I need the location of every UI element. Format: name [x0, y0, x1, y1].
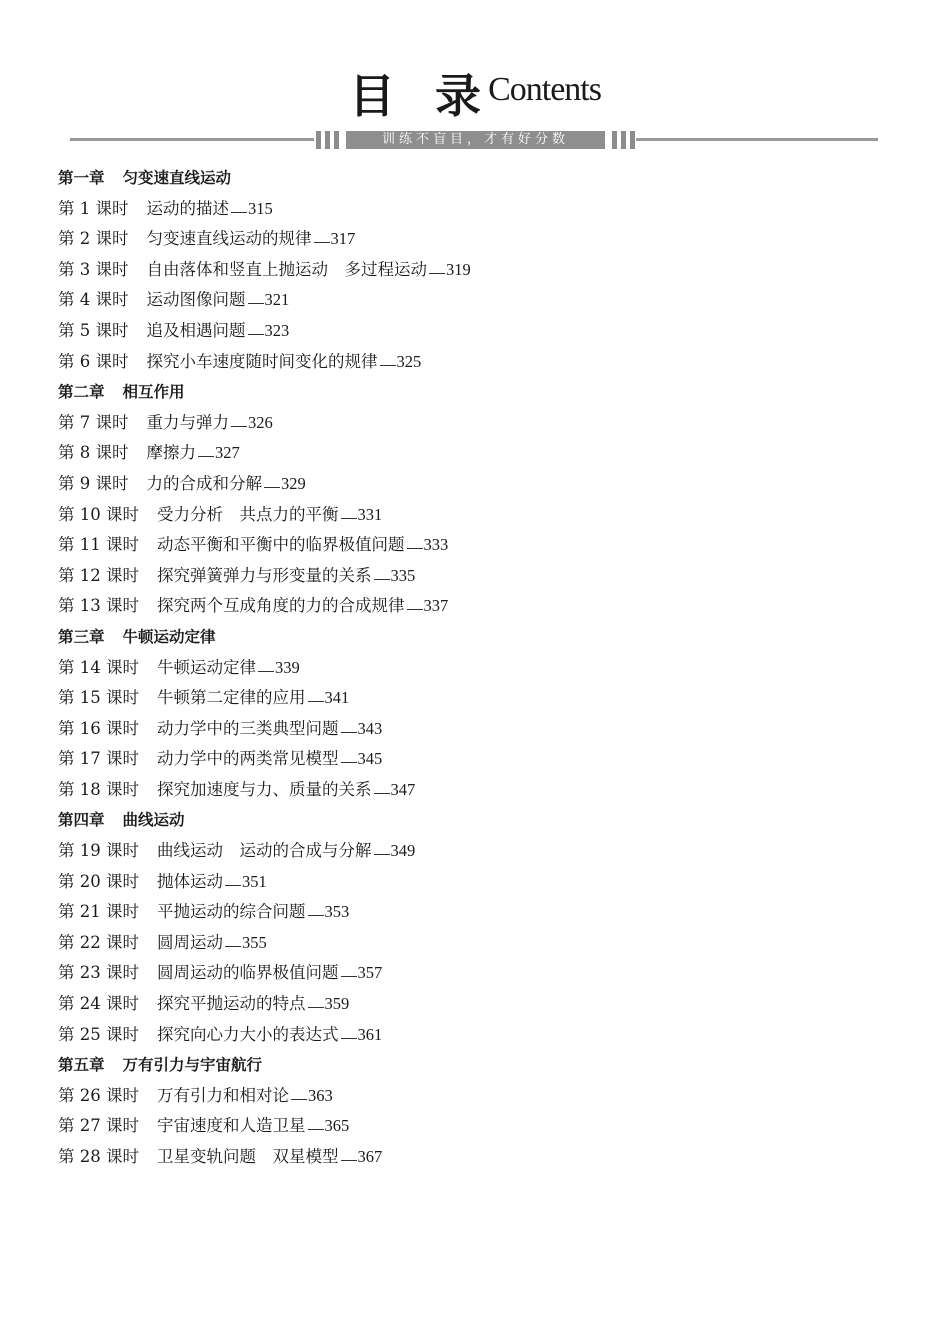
lesson-number: 第 8 课时 — [58, 443, 129, 463]
lesson-number: 第 11 课时 — [58, 535, 139, 555]
lesson-entry[interactable] — [58, 469, 918, 500]
lesson-title: 探究加速度与力、质量的关系 — [157, 779, 372, 799]
lesson-number: 第 7 课时 — [58, 412, 129, 432]
banner-bar — [621, 131, 626, 149]
lesson-entry[interactable] — [58, 897, 918, 928]
slogan-banner — [70, 130, 878, 150]
banner-bar — [334, 131, 339, 149]
page-number: 331 — [357, 504, 383, 524]
lesson-entry[interactable] — [58, 591, 918, 622]
lesson-number: 第 21 课时 — [58, 902, 139, 922]
banner-bar — [316, 131, 321, 149]
page-number: 321 — [264, 290, 290, 310]
lesson-entry[interactable] — [58, 928, 918, 959]
page-number: 351 — [242, 871, 267, 891]
lesson-entry[interactable] — [58, 683, 918, 714]
lesson-number: 第 18 课时 — [58, 779, 139, 799]
leader-line — [314, 224, 330, 243]
page-number: 359 — [324, 994, 350, 1014]
leader-line — [248, 316, 264, 335]
page-number: 353 — [324, 902, 350, 922]
lesson-number: 第 13 课时 — [58, 596, 139, 616]
lesson-title: 探究向心力大小的表达式 — [157, 1024, 339, 1044]
lesson-entry[interactable] — [58, 836, 918, 867]
page-number: 326 — [248, 412, 273, 432]
lesson-entry[interactable] — [58, 1111, 918, 1142]
lesson-entry[interactable] — [58, 285, 918, 316]
lesson-number: 第 1 课时 — [58, 198, 129, 218]
lesson-title: 平抛运动的综合问题 — [157, 902, 306, 922]
chapter-number: 第五章 — [58, 1056, 105, 1075]
lesson-number: 第 5 课时 — [58, 320, 129, 340]
page-number: 337 — [423, 596, 449, 616]
lesson-entry[interactable] — [58, 408, 918, 439]
lesson-title: 探究弹簧弹力与形变量的关系 — [157, 565, 372, 585]
lesson-number: 第 24 课时 — [58, 994, 139, 1014]
lesson-entry[interactable] — [58, 194, 918, 225]
lesson-entry[interactable] — [58, 438, 918, 469]
page-number: 319 — [446, 259, 471, 279]
page-number: 333 — [423, 535, 449, 555]
lesson-title: 万有引力和相对论 — [157, 1085, 289, 1105]
chapter-title: 万有引力与宇宙航行 — [122, 1056, 263, 1075]
leader-line — [231, 408, 247, 427]
leader-line — [341, 958, 357, 977]
lesson-title: 探究平抛运动的特点 — [157, 994, 306, 1014]
page-number: 365 — [324, 1116, 350, 1136]
leader-line — [380, 347, 396, 366]
lesson-title: 曲线运动 运动的合成与分解 — [157, 841, 372, 861]
lesson-entry[interactable] — [58, 989, 918, 1020]
lesson-entry[interactable] — [58, 561, 918, 592]
page-number: 349 — [390, 841, 416, 861]
lesson-number: 第 27 课时 — [58, 1116, 139, 1136]
lesson-number: 第 12 课时 — [58, 565, 139, 585]
chapter-heading[interactable] — [58, 163, 918, 194]
lesson-number: 第 10 课时 — [58, 504, 139, 524]
chapter-heading[interactable] — [58, 1050, 918, 1081]
leader-line — [248, 285, 264, 304]
page-number: 361 — [357, 1024, 383, 1044]
lesson-title: 动力学中的三类典型问题 — [157, 718, 339, 738]
lesson-title: 圆周运动的临界极值问题 — [157, 963, 339, 983]
lesson-number: 第 2 课时 — [58, 229, 129, 249]
banner-left-rule — [70, 138, 314, 141]
page-number: 325 — [396, 351, 422, 371]
lesson-title: 匀变速直线运动的规律 — [146, 229, 312, 249]
chapter-number: 第四章 — [58, 811, 105, 830]
page-number: 357 — [357, 963, 383, 983]
lesson-title: 卫星变轨问题 双星模型 — [157, 1147, 339, 1166]
lesson-entry[interactable] — [58, 1142, 918, 1173]
leader-line — [264, 469, 280, 488]
lesson-title: 抛体运动 — [157, 871, 223, 891]
lesson-entry[interactable] — [58, 530, 918, 561]
lesson-number: 第 15 课时 — [58, 688, 139, 708]
lesson-entry[interactable] — [58, 255, 918, 286]
leader-line — [225, 867, 241, 886]
leader-line — [308, 989, 324, 1008]
chapter-title: 曲线运动 — [122, 811, 185, 830]
lesson-number: 第 4 课时 — [58, 290, 129, 310]
lesson-number: 第 17 课时 — [58, 749, 139, 769]
leader-line — [308, 897, 324, 916]
table-of-contents — [58, 163, 918, 1173]
lesson-title: 运动图像问题 — [146, 290, 246, 310]
leader-line — [231, 194, 247, 213]
banner-bar — [630, 131, 635, 149]
leader-line — [374, 561, 390, 580]
lesson-title: 牛顿第二定律的应用 — [157, 688, 306, 708]
title-chinese: 目 录 — [348, 69, 493, 123]
page-number: 355 — [242, 932, 267, 952]
banner-right-rule — [636, 138, 878, 141]
lesson-entry[interactable] — [58, 653, 918, 684]
banner-bar — [612, 131, 617, 149]
lesson-entry[interactable] — [58, 958, 918, 989]
lesson-title: 圆周运动 — [157, 932, 223, 952]
page-number: 315 — [248, 198, 273, 218]
page-number: 329 — [281, 473, 306, 493]
lesson-entry[interactable] — [58, 867, 918, 898]
lesson-number: 第 28 课时 — [58, 1147, 139, 1166]
chapter-heading[interactable] — [58, 622, 918, 653]
lesson-title: 摩擦力 — [146, 443, 196, 463]
chapter-heading[interactable] — [58, 377, 918, 408]
page-number: 335 — [390, 565, 416, 585]
lesson-entry[interactable] — [58, 500, 918, 531]
page-number: 339 — [275, 657, 300, 677]
lesson-entry[interactable] — [58, 775, 918, 806]
lesson-entry[interactable] — [58, 1081, 918, 1112]
lesson-number: 第 19 课时 — [58, 841, 139, 861]
lesson-entry[interactable] — [58, 1020, 918, 1051]
page-number: 347 — [390, 779, 416, 799]
page-title — [0, 60, 950, 126]
lesson-number: 第 22 课时 — [58, 932, 139, 952]
leader-line — [225, 928, 241, 947]
page-number: 345 — [357, 749, 383, 769]
leader-line — [341, 744, 357, 763]
chapter-title: 牛顿运动定律 — [122, 627, 216, 646]
lesson-title: 宇宙速度和人造卫星 — [157, 1116, 306, 1136]
lesson-title: 探究小车速度随时间变化的规律 — [146, 351, 378, 371]
lesson-entry[interactable] — [58, 316, 918, 347]
lesson-title: 动力学中的两类常见模型 — [157, 749, 339, 769]
page-number: 327 — [215, 443, 240, 463]
leader-line — [374, 775, 390, 794]
leader-line — [341, 714, 357, 733]
slogan-text: 训练不盲目，才有好分数 — [346, 131, 605, 149]
lesson-number: 第 26 课时 — [58, 1085, 139, 1105]
title-english: Contents — [488, 71, 601, 108]
leader-line — [429, 255, 445, 274]
lesson-title: 运动的描述 — [146, 198, 229, 218]
page-number: 367 — [357, 1147, 383, 1166]
page-number: 323 — [264, 320, 290, 340]
lesson-number: 第 9 课时 — [58, 473, 129, 493]
lesson-number: 第 25 课时 — [58, 1024, 139, 1044]
chapter-heading[interactable] — [58, 805, 918, 836]
leader-line — [407, 591, 423, 610]
lesson-number: 第 23 课时 — [58, 963, 139, 983]
lesson-title: 重力与弹力 — [146, 412, 229, 432]
page-number: 363 — [308, 1085, 333, 1105]
lesson-entry[interactable] — [58, 224, 918, 255]
lesson-number: 第 20 课时 — [58, 871, 139, 891]
lesson-title: 力的合成和分解 — [146, 473, 262, 493]
page-number: 341 — [324, 688, 350, 708]
lesson-title: 自由落体和竖直上抛运动 多过程运动 — [146, 259, 427, 279]
leader-line — [308, 1111, 324, 1130]
leader-line — [374, 836, 390, 855]
leader-line — [258, 653, 274, 672]
chapter-number: 第一章 — [58, 169, 105, 187]
leader-line — [308, 683, 324, 702]
leader-line — [341, 1020, 357, 1039]
banner-bar — [325, 131, 330, 149]
chapter-title: 匀变速直线运动 — [122, 169, 232, 187]
chapter-title: 相互作用 — [122, 383, 185, 402]
leader-line — [341, 500, 357, 519]
page-number: 317 — [330, 229, 356, 249]
lesson-number: 第 14 课时 — [58, 657, 139, 677]
lesson-entry[interactable] — [58, 744, 918, 775]
lesson-entry[interactable] — [58, 714, 918, 745]
leader-line — [198, 438, 214, 457]
leader-line — [407, 530, 423, 549]
leader-line — [291, 1081, 307, 1100]
lesson-number: 第 6 课时 — [58, 351, 129, 371]
lesson-title: 动态平衡和平衡中的临界极值问题 — [157, 535, 405, 555]
lesson-title: 追及相遇问题 — [146, 320, 246, 340]
lesson-number: 第 16 课时 — [58, 718, 139, 738]
lesson-title: 探究两个互成角度的力的合成规律 — [157, 596, 405, 616]
page-number: 343 — [357, 718, 383, 738]
lesson-title: 牛顿运动定律 — [157, 657, 256, 677]
leader-line — [341, 1142, 357, 1161]
chapter-number: 第二章 — [58, 383, 105, 402]
chapter-number: 第三章 — [58, 627, 105, 646]
lesson-number: 第 3 课时 — [58, 259, 129, 279]
lesson-entry[interactable] — [58, 347, 918, 378]
lesson-title: 受力分析 共点力的平衡 — [157, 504, 339, 524]
